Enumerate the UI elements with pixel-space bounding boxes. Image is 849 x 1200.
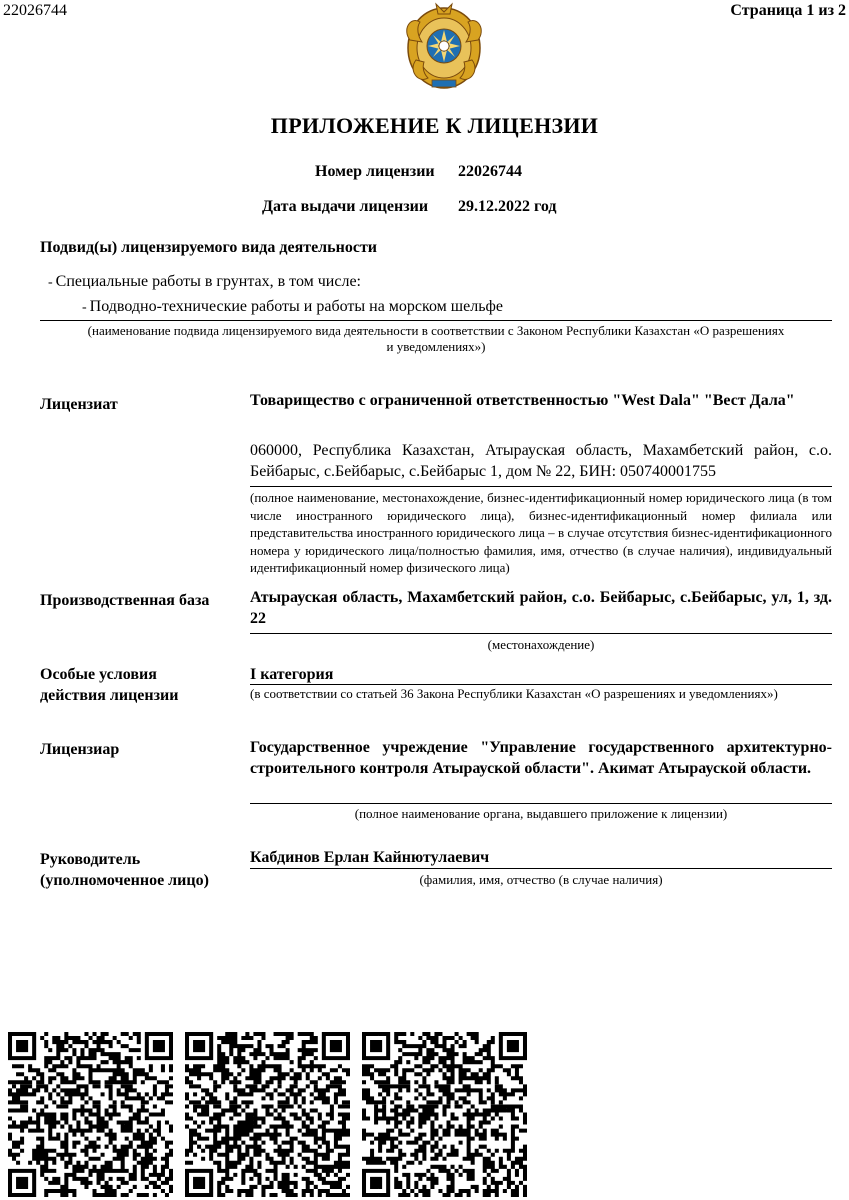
licensor-label: Лицензиар: [40, 741, 120, 758]
dash-marker: -: [82, 300, 87, 315]
label-line: действия лицензии: [40, 687, 179, 704]
state-emblem-icon: [396, 0, 492, 96]
subtypes-note-line: и уведомлениях»): [386, 339, 486, 354]
subtype-item: [48, 273, 361, 291]
production-base-note: (местонахождение): [487, 637, 595, 652]
subtypes-note: [20, 323, 849, 355]
subtype-item: [82, 298, 503, 316]
qr-code-2: [185, 1032, 350, 1197]
special-conditions-value: I категория: [250, 666, 334, 683]
special-conditions-note: (в соответствии со статьей 36 Закона Республики Казахстан «О разрешениях и уведомлениях»): [250, 686, 778, 701]
subtypes-note-line: (наименование подвида лицензируемого вида деятельности в соответствии с Законом Республики Казахстан «О разрешениях: [87, 323, 785, 338]
licensor-note: (полное наименование органа, выдавшего приложение к лицензии): [354, 806, 728, 821]
issue-date-label: Дата выдачи лицензии: [262, 198, 429, 215]
licensee-label: Лицензиат: [40, 396, 118, 413]
license-number-value: 22026744: [458, 163, 522, 180]
head-label: [40, 849, 209, 891]
qr-code-1: [8, 1032, 173, 1197]
label-line: Руководитель: [40, 851, 141, 868]
licensee-note: (полное наименование, местонахождение, бизнес-идентификационный номер юридического лица (в том числе иностранного юридического лица), бизнес-идентификационный номер филиала или представительства иностранного юридического лица – в случае отсутствия бизнес-идентификационного номера у юридического лица/полностью фамилия, имя, отчество (в случае наличия), индивидуальный идентификационный номер физического лица): [250, 490, 832, 575]
production-base-value: Атырауская область, Махамбетский район, с.о. Бейбарыс, с.Бейбарыс, ул, 1, зд. 22: [250, 589, 832, 627]
subtype-item-text: Подводно-технические работы и работы на морском шельфе: [89, 298, 503, 315]
divider: [40, 320, 832, 321]
divider: [250, 803, 832, 804]
production-base-label: Производственная база: [40, 592, 210, 609]
licensor-value: Государственное учреждение "Управление государственного архитектурно-строительного контроля Атырауской области". Акимат Атырауской области.: [250, 739, 832, 777]
licensee-name: Товарищество с ограниченной ответственностью "West Dala" "Вест Дала": [250, 392, 795, 409]
document-number-header: 22026744: [3, 2, 67, 19]
special-conditions-label: [40, 664, 179, 706]
dash-marker: -: [48, 275, 53, 290]
head-value: Кабдинов Ерлан Кайнютулаевич: [250, 849, 490, 866]
label-line: Особые условия: [40, 666, 157, 683]
page-title: ПРИЛОЖЕНИЕ К ЛИЦЕНЗИИ: [270, 113, 599, 138]
licensee-address: 060000, Республика Казахстан, Атырауская область, Махамбетский район, с.о. Бейбарыс, с.Бейбарыс, с.Бейбарыс 1, дом № 22, БИН: 050740001755: [250, 442, 832, 480]
divider: [250, 633, 832, 634]
page-indicator: Страница 1 из 2: [730, 2, 846, 19]
subtype-item-text: Специальные работы в грунтах, в том числе:: [55, 273, 361, 290]
label-line: (уполномоченное лицо): [40, 872, 209, 889]
qr-code-3: [362, 1032, 527, 1197]
divider: [250, 486, 832, 487]
divider: [250, 868, 832, 869]
issue-date-value: 29.12.2022 год: [458, 198, 557, 215]
divider: [250, 684, 832, 685]
head-note: (фамилия, имя, отчество (в случае наличия): [419, 872, 663, 887]
license-number-label: Номер лицензии: [315, 163, 435, 180]
subtypes-heading: Подвид(ы) лицензируемого вида деятельности: [40, 239, 378, 256]
